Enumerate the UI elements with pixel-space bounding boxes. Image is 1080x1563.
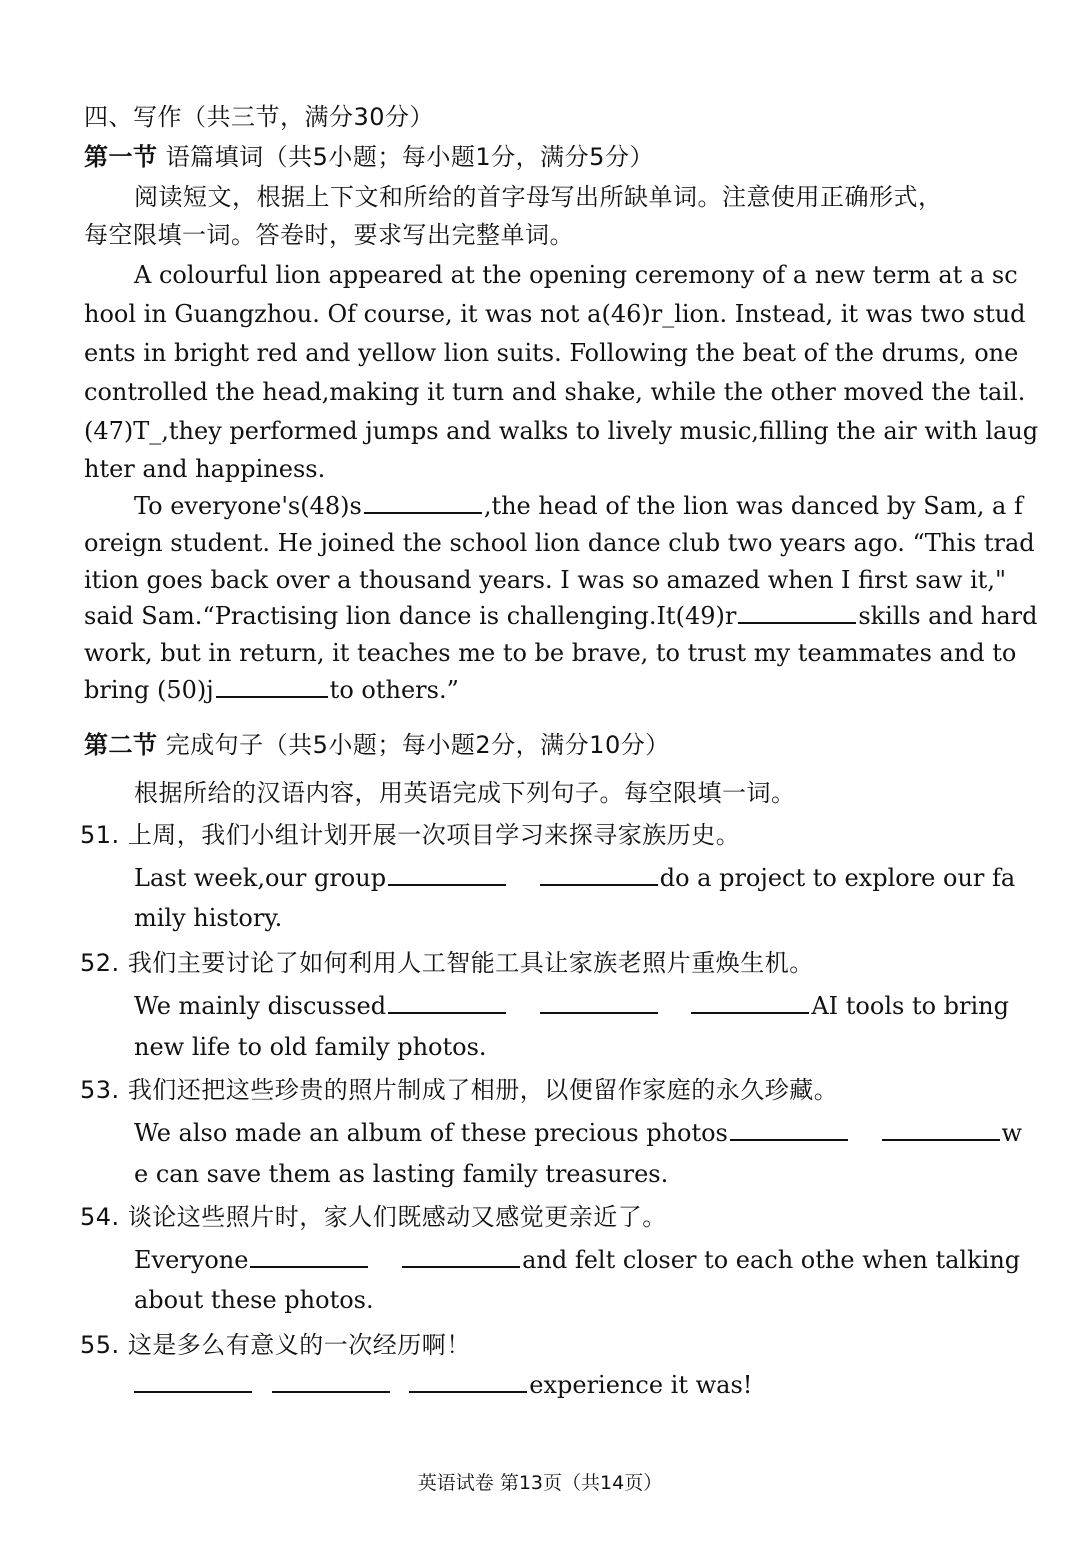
part-heading: 四、写作（共三节，满分30分） — [84, 103, 435, 131]
answer-blank-50[interactable] — [216, 674, 328, 698]
passage-line-blank-49: said Sam.“Practising lion dance is challenging.It(49)r skills and hard — [84, 602, 1038, 630]
section1-header — [84, 140, 998, 174]
question-55-prompt: 55. 这是多么有意义的一次经历啊！ — [80, 1331, 471, 1359]
question-52-answer-cont: new life to old family photos. — [134, 1033, 487, 1061]
section1-label: 第一节 — [84, 143, 158, 171]
answer-blank-53-1[interactable] — [730, 1117, 848, 1141]
question-55-answer-line: experience it was! — [134, 1368, 1048, 1402]
passage-line-blank-50: bring (50)j to others.” — [84, 676, 459, 704]
question-54-answer-line: Everyone and felt closer to each othe when talking — [134, 1246, 1021, 1274]
section1-title: 语篇填词（共5小题；每小题1分，满分5分） — [165, 143, 654, 171]
passage-line: ition goes back over a thousand years. I was so amazed when I first saw it," — [84, 566, 1006, 594]
passage-line: work, but in return, it teaches me to be brave, to trust my teammates and to — [84, 639, 1017, 667]
passage-line-blank-48: To everyone's(48)s ,the head of the lion was danced by Sam, a f — [134, 492, 1023, 520]
question-number: 54. — [80, 1203, 120, 1231]
question-number: 55. — [80, 1331, 120, 1359]
question-54-answer-cont: about these photos. — [134, 1286, 374, 1314]
passage-line: (47)T_,they performed jumps and walks to lively music,filling the air with laug — [84, 417, 1039, 445]
section2-label: 第二节 — [84, 731, 158, 759]
question-53-answer-line: We also made an album of these precious photos w — [134, 1119, 1023, 1147]
question-52-answer-line: We mainly discussed AI tools to bring — [134, 992, 1010, 1020]
question-number: 53. — [80, 1076, 120, 1104]
section1-instruction-2: 每空限填一词。答卷时，要求写出完整单词。 — [84, 221, 574, 249]
passage-line: hter and happiness. — [84, 455, 326, 483]
question-53-answer-cont: e can save them as lasting family treasures. — [134, 1160, 669, 1188]
question-52-prompt: 52. 我们主要讨论了如何利用人工智能工具让家族老照片重焕生机。 — [80, 949, 814, 977]
question-number: 51. — [80, 821, 120, 849]
answer-blank-51-1[interactable] — [388, 862, 506, 886]
answer-blank-52-3[interactable] — [691, 990, 809, 1014]
answer-blank-54-1[interactable] — [250, 1244, 368, 1268]
answer-blank-48[interactable] — [364, 490, 482, 514]
passage-line: controlled the head,making it turn and shake, while the other moved the tail. — [84, 378, 1026, 406]
passage-line: oreign student. He joined the school lion dance club two years ago. “This trad — [84, 529, 1035, 557]
answer-blank-54-2[interactable] — [402, 1244, 520, 1268]
section2-instruction: 根据所给的汉语内容，用英语完成下列句子。每空限填一词。 — [134, 779, 796, 807]
passage-line: hool in Guangzhou. Of course, it was not a(46)r_lion. Instead, it was two stud — [84, 300, 1026, 328]
answer-blank-52-1[interactable] — [388, 990, 506, 1014]
answer-blank-49[interactable] — [738, 600, 856, 624]
answer-blank-55-1[interactable] — [134, 1369, 252, 1393]
question-53-prompt: 53. 我们还把这些珍贵的照片制成了相册，以便留作家庭的永久珍藏。 — [80, 1076, 839, 1104]
section1-instruction-1: 阅读短文，根据上下文和所给的首字母写出所缺单词。注意使用正确形式， — [134, 183, 943, 211]
passage-line: A colourful lion appeared at the opening ceremony of a new term at a sc — [134, 261, 1018, 289]
question-51-answer-line: Last week,our group do a project to explore our fa — [134, 864, 1016, 892]
answer-blank-53-2[interactable] — [882, 1117, 1000, 1141]
answer-blank-55-2[interactable] — [272, 1369, 390, 1393]
answer-blank-55-3[interactable] — [409, 1369, 527, 1393]
section2-title: 完成句子（共5小题；每小题2分，满分10分） — [165, 731, 670, 759]
passage-line: ents in bright red and yellow lion suits. Following the beat of the drums, one — [84, 339, 1019, 367]
section2-header — [84, 728, 998, 762]
page-footer: 英语试卷 第13页（共14页） — [417, 1472, 663, 1494]
question-number: 52. — [80, 949, 120, 977]
answer-blank-51-2[interactable] — [540, 862, 658, 886]
question-51-answer-cont: mily history. — [134, 904, 283, 932]
question-51-prompt: 51. 上周，我们小组计划开展一次项目学习来探寻家族历史。 — [80, 821, 741, 849]
question-54-prompt: 54. 谈论这些照片时，家人们既感动又感觉更亲近了。 — [80, 1203, 667, 1231]
answer-blank-52-2[interactable] — [540, 990, 658, 1014]
